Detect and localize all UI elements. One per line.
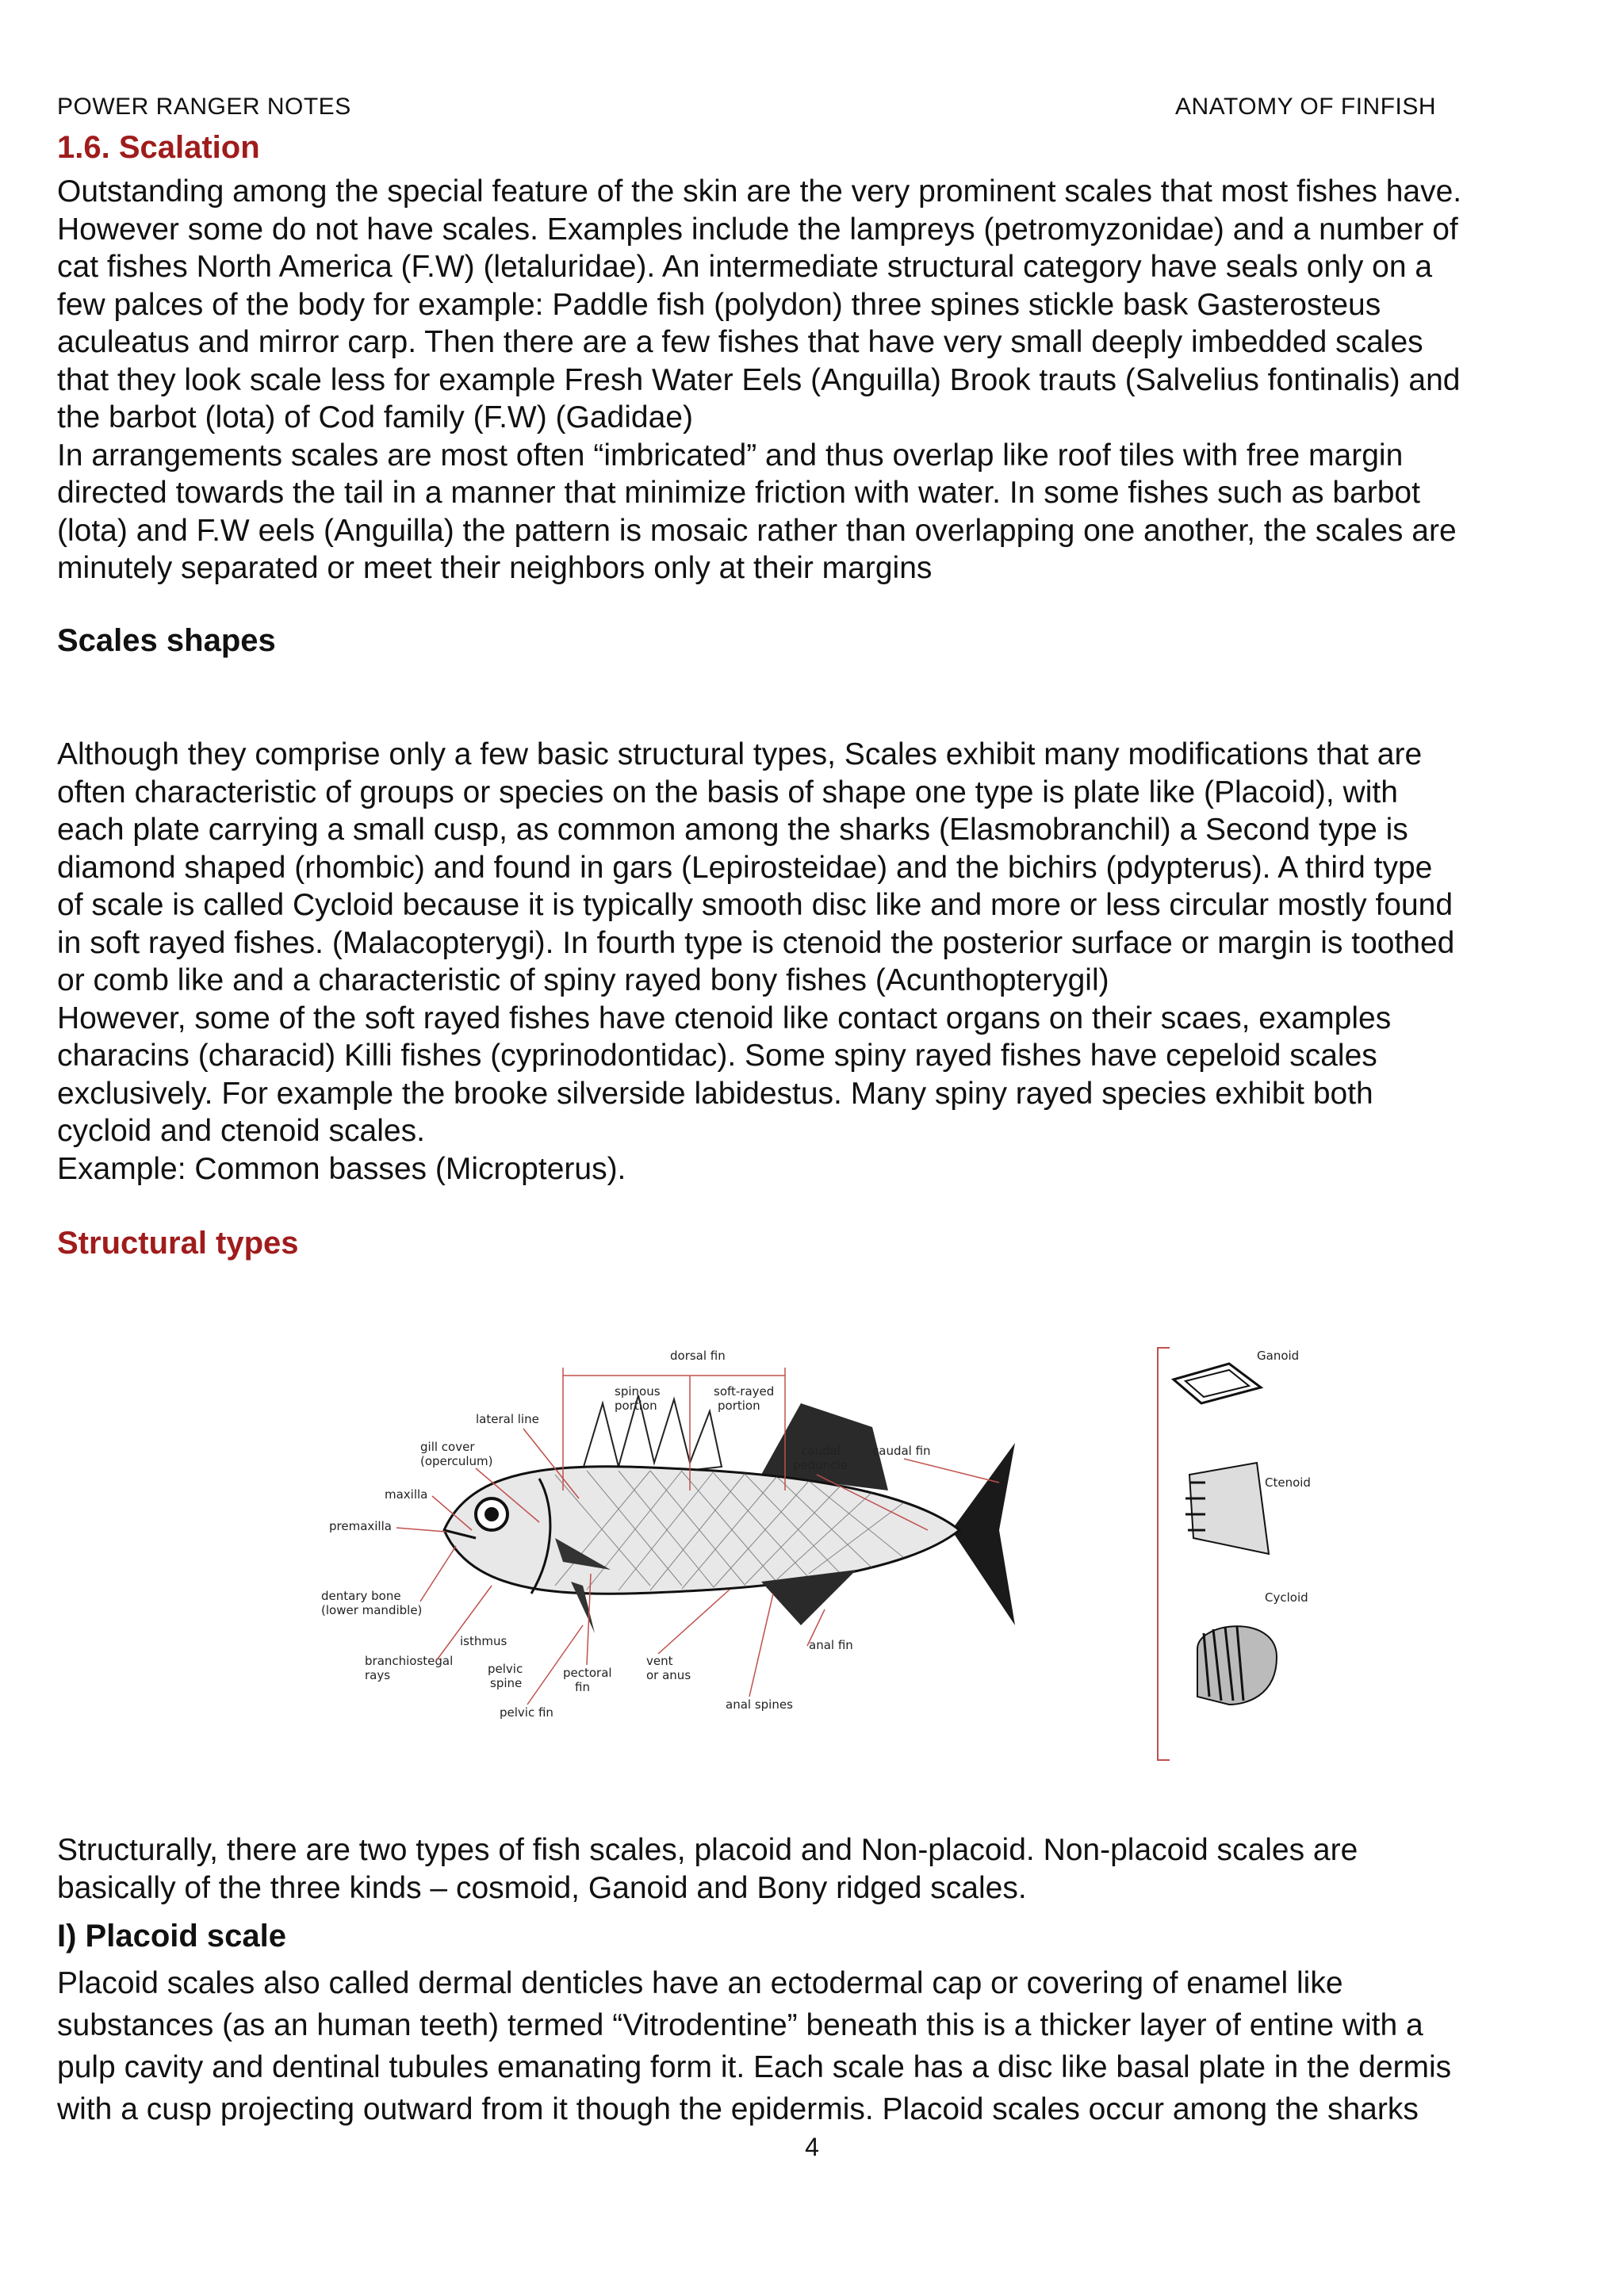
- section-title: 1.6. Scalation: [57, 130, 260, 165]
- label-or-anus: or anus: [646, 1668, 691, 1682]
- text-line: often characteristic of groups or species on the basis of shape one type is plate like (Placoid), with: [57, 775, 1398, 809]
- paragraph-placoid: [57, 1962, 1564, 2130]
- label-pelvic-fin: pelvic fin: [500, 1705, 553, 1720]
- fish-anatomy-figure: [317, 1300, 1316, 1808]
- text-line: in soft rayed fishes. (Malacopterygi). In fourth type is ctenoid the posterior surface or margin is toothed: [57, 925, 1455, 960]
- label-soft-rayed: soft-rayed: [714, 1384, 775, 1399]
- text-line: cat fishes North America (F.W) (letaluridae). An intermediate structural category have seals only on a: [57, 250, 1433, 284]
- label-dorsal-fin: dorsal fin: [670, 1349, 726, 1363]
- label-pelvic: pelvic: [488, 1662, 523, 1676]
- label-rays: rays: [365, 1668, 391, 1682]
- text-line: (lota) and F.W eels (Anguilla) the pattern is mosaic rather than overlapping one another, the scales are: [57, 513, 1457, 548]
- label-ctenoid: Ctenoid: [1265, 1475, 1311, 1490]
- label-pectoral-fin: fin: [575, 1680, 590, 1694]
- text-line: However, some of the soft rayed fishes have ctenoid like contact organs on their scaes, examples: [57, 1001, 1392, 1035]
- label-peduncle: peduncle: [793, 1458, 848, 1472]
- text-line: diamond shaped (rhombic) and found in gars (Lepirosteidae) and the bichirs (pdypterus). A third type: [57, 850, 1433, 885]
- label-caudal-fin: caudal fin: [872, 1444, 931, 1458]
- heading-placoid-scale: I) Placoid scale: [57, 1919, 287, 1954]
- paragraph-scales-shapes: [57, 736, 1564, 1188]
- cycloid-scale-drawing: [1197, 1626, 1277, 1705]
- page-number: 4: [805, 2133, 819, 2161]
- label-spinous-portion: portion: [615, 1399, 657, 1413]
- label-lower-mandible: (lower mandible): [321, 1603, 423, 1617]
- label-anal-spines: anal spines: [726, 1697, 793, 1712]
- paragraph-structural: [57, 1831, 1564, 1907]
- label-gill-cover: gill cover: [420, 1440, 475, 1454]
- text-line: directed towards the tail in a manner that minimize friction with water. In some fishes such as barbot: [57, 476, 1420, 510]
- text-line: or comb like and a characteristic of spiny rayed bony fishes (Acunthopterygil): [57, 963, 1109, 997]
- text-line: aculeatus and mirror carp. Then there are a few fishes that have very small deeply imbedded scales: [57, 325, 1423, 359]
- ctenoid-scale-drawing: [1185, 1463, 1269, 1554]
- label-premaxilla: premaxilla: [329, 1519, 392, 1533]
- text-line: exclusively. For example the brooke silverside labidestus. Many spiny rayed species exhibit both: [57, 1076, 1373, 1111]
- text-line: that they look scale less for example Fresh Water Eels (Anguilla) Brook trauts (Salvelius fontinalis) and: [57, 362, 1461, 397]
- paragraph-scalation: [57, 173, 1564, 587]
- label-lateral-line: lateral line: [476, 1412, 539, 1426]
- text-line: Structurally, there are two types of fish scales, placoid and Non-placoid. Non-placoid scales are: [57, 1833, 1358, 1867]
- text-line: pulp cavity and dentinal tubules emanating form it. Each scale has a disc like basal plate in the dermis: [57, 2050, 1452, 2084]
- text-line: substances (as an human teeth) termed “Vitrodentine” beneath this is a thicker layer of entine with a: [57, 2008, 1423, 2042]
- text-line: In arrangements scales are most often “imbricated” and thus overlap like roof tiles with free margin: [57, 438, 1404, 473]
- label-maxilla: maxilla: [385, 1487, 428, 1502]
- text-line: cycloid and ctenoid scales.: [57, 1114, 425, 1148]
- heading-structural-types: Structural types: [57, 1226, 299, 1261]
- label-spine: spine: [490, 1676, 523, 1690]
- text-line: However some do not have scales. Examples include the lampreys (petromyzonidae) and a number of: [57, 212, 1458, 247]
- text-line: basically of the three kinds – cosmoid, Ganoid and Bony ridged scales.: [57, 1870, 1027, 1905]
- label-caudal: caudal: [801, 1444, 841, 1458]
- text-line: with a cusp projecting outward from it though the epidermis. Placoid scales occur among the sharks: [57, 2092, 1419, 2126]
- label-operculum: (operculum): [420, 1454, 493, 1468]
- text-line: Example: Common basses (Micropterus).: [57, 1151, 626, 1186]
- label-soft-rayed-portion: portion: [718, 1399, 760, 1413]
- label-ganoid: Ganoid: [1257, 1349, 1300, 1363]
- text-line: each plate carrying a small cusp, as common among the sharks (Elasmobranchil) a Second type is: [57, 813, 1408, 847]
- header-right: ANATOMY OF FINFISH: [1175, 94, 1437, 120]
- label-dentary-bone: dentary bone: [321, 1589, 401, 1603]
- label-cycloid: Cycloid: [1265, 1590, 1308, 1605]
- text-line: Outstanding among the special feature of the skin are the very prominent scales that most fishes have.: [57, 174, 1462, 209]
- text-line: characins (characid) Killi fishes (cyprinodontidac). Some spiny rayed fishes have cepeloid scales: [57, 1039, 1377, 1073]
- ganoid-scale-drawing: [1174, 1364, 1261, 1403]
- text-line: Although they comprise only a few basic structural types, Scales exhibit many modifications that are: [57, 737, 1423, 771]
- label-branchiostegal: branchiostegal: [365, 1654, 454, 1668]
- label-isthmus: isthmus: [460, 1634, 508, 1648]
- caudal-fin-shape: [952, 1443, 1015, 1625]
- heading-scales-shapes: Scales shapes: [57, 623, 276, 658]
- text-line: minutely separated or meet their neighbors only at their margins: [57, 551, 933, 585]
- label-pectoral: pectoral: [563, 1666, 612, 1680]
- text-line: of scale is called Cycloid because it is typically smooth disc like and more or less circular mostly found: [57, 888, 1454, 922]
- header-left: POWER RANGER NOTES: [57, 94, 351, 120]
- text-line: the barbot (lota) of Cod family (F.W) (Gadidae): [57, 400, 693, 434]
- label-spinous: spinous: [615, 1384, 661, 1399]
- text-line: few palces of the body for example: Paddle fish (polydon) three spines stickle bask Gasterosteus: [57, 287, 1381, 322]
- label-anal-fin: anal fin: [809, 1638, 853, 1652]
- text-line: Placoid scales also called dermal denticles have an ectodermal cap or covering of enamel like: [57, 1966, 1343, 2000]
- label-vent: vent: [646, 1654, 673, 1668]
